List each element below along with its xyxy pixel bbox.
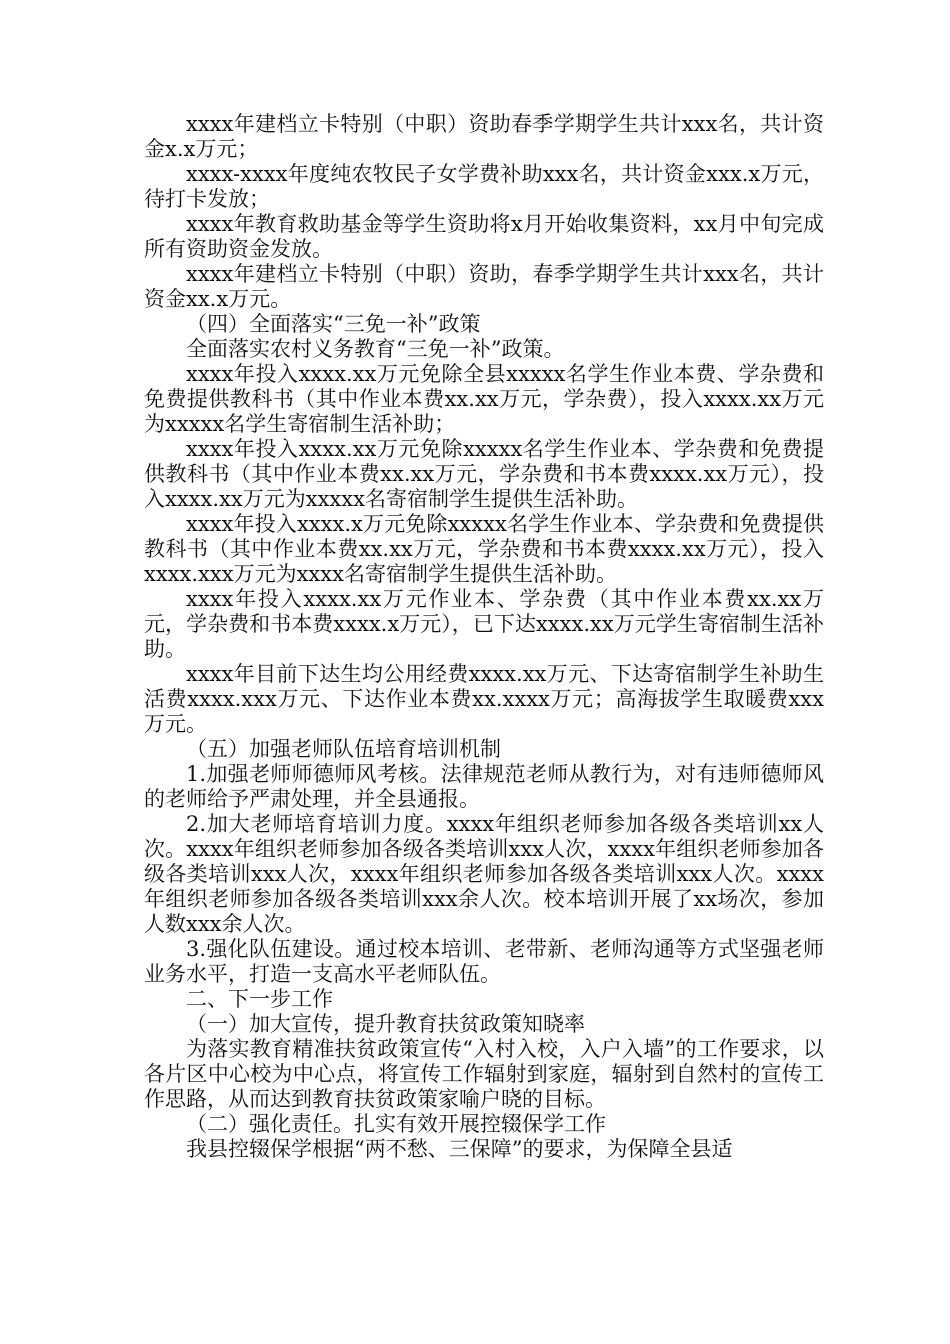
paragraph-14: 为落实教育精准扶贫政策宣传“入村入校，入户入墙”的工作要求，以各片区中心校为中心点，将宣传工作辐射到家庭，辐射到自然村的宣传工作思路，从而达到教育扶贫政策家喻户晓的目标。 (144, 1037, 824, 1111)
paragraph-4: xxxx年建档立卡特别（中职）资助，春季学期学生共计xxx名，共计资金xx.x万元。 (144, 262, 824, 311)
paragraph-11: 1.加强老师师德师风考核。法律规范老师从教行为，对有违师德师风的老师给予严肃处理，并全县通报。 (144, 762, 824, 811)
paragraph-5: 全面落实农村义务教育“三免一补”政策。 (186, 337, 565, 361)
paragraph-10: xxxx年目前下达生均公用经费xxxx.xx万元、下达寄宿制学生补助生活费xxxx.xxx万元、下达作业本费xx.xxxx万元；高海拔学生取暖费xxx万元。 (144, 662, 824, 736)
paragraph-13: 3.强化队伍建设。通过校本培训、老带新、老师沟通等方式坚强老师业务水平，打造一支高水平老师队伍。 (144, 937, 824, 986)
section-heading-4: （四）全面落实“三免一补”政策 (186, 312, 481, 336)
paragraph-8: xxxx年投入xxxx.x万元免除xxxxx名学生作业本、学杂费和免费提供教科书（其中作业本费xx.xx万元，学杂费和书本费xxxx.xx万元），投入xxxx.xxx万元为xxxx名寄宿制学生提供生活补助。 (144, 512, 824, 586)
section-heading-next-1: （一）加大宣传，提升教育扶贫政策知晓率 (186, 1012, 585, 1036)
paragraph-2: xxxx-xxxx年度纯农牧民子女学费补助xxx名，共计资金xxx.x万元，待打卡发放； (144, 162, 824, 211)
paragraph-12: 2.加大老师培育培训力度。xxxx年组织老师参加各级各类培训xx人次。xxxx年组织老师参加各级各类培训xxx人次，xxxx年组织老师参加各级各类培训xxx人次，xxxx年组织老师参加各级各类培训xxx人次。xxxx年组织老师参加各级各类培训xxx余人次。校本培训开展了xx场次，参加人数xxx余人次。 (144, 812, 824, 936)
section-heading-next-2: （二）强化责任。扎实有效开展控辍保学工作 (186, 1112, 606, 1136)
section-heading-5: （五）加强老师队伍培育培训机制 (186, 737, 501, 761)
paragraph-3: xxxx年教育救助基金等学生资助将x月开始收集资料，xx月中旬完成所有资助资金发放。 (144, 212, 824, 261)
paragraph-7: xxxx年投入xxxx.xx万元免除xxxxx名学生作业本、学杂费和免费提供教科书（其中作业本费xx.xx万元，学杂费和书本费xxxx.xx万元），投入xxxx.xx万元为xxxxx名寄宿制学生提供生活补助。 (144, 437, 824, 511)
paragraph-9: xxxx年投入xxxx.xx万元作业本、学杂费（其中作业本费xx.xx万元，学杂费和书本费xxxx.x万元），已下达xxxx.xx万元学生寄宿制生活补助。 (144, 587, 824, 661)
chapter-heading-next-steps: 二、下一步工作 (186, 987, 333, 1011)
document-body (144, 112, 824, 1162)
paragraph-1: xxxx年建档立卡特别（中职）资助春季学期学生共计xxx名，共计资金x.x万元； (144, 112, 824, 161)
paragraph-15: 我县控辍保学根据“两不愁、三保障”的要求，为保障全县适 (186, 1137, 733, 1161)
paragraph-6: xxxx年投入xxxx.xx万元免除全县xxxxx名学生作业本费、学杂费和免费提供教科书（其中作业本费xx.xx万元，学杂费），投入xxxx.xx万元为xxxxx名学生寄宿制生活补助； (144, 362, 824, 436)
